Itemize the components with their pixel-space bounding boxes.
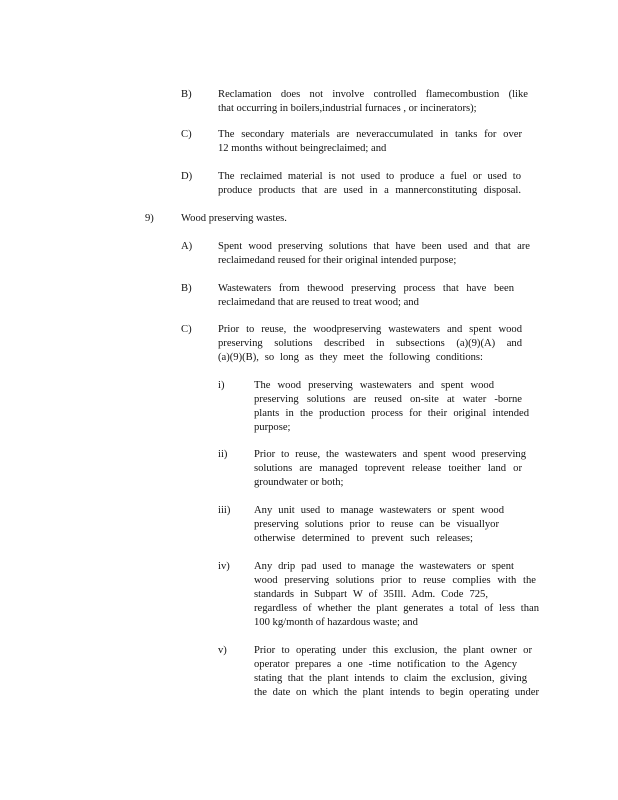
text-line: reclaimedand that are reused to treat wood; and <box>218 297 419 308</box>
text-line: The wood preserving wastewaters and spent wood <box>254 380 494 391</box>
item-marker: iii) <box>218 505 231 516</box>
item-text <box>254 379 529 435</box>
text-line: (a)(9)(B), so long as they meet the following conditions: <box>218 352 483 363</box>
text-line: The reclaimed material is not used to produce a fuel or used to <box>218 171 521 182</box>
text-line: Any unit used to manage wastewaters or spent wood <box>254 505 504 516</box>
text-line: operator prepares a one -time notification to the Agency <box>254 659 517 670</box>
text-line: the date on which the plant intends to begin operating under <box>254 687 539 698</box>
text-line: Prior to reuse, the wastewaters and spent wood preserving <box>254 449 526 460</box>
text-line: stating that the plant intends to claim the exclusion, giving <box>254 673 527 684</box>
text-line: Wood preserving wastes. <box>181 213 287 224</box>
item-marker: iv) <box>218 561 230 572</box>
item-marker: B) <box>181 283 192 294</box>
text-line: Spent wood preserving solutions that have been used and that are <box>218 241 530 252</box>
item-marker: A) <box>181 241 193 252</box>
text-line: Reclamation does not involve controlled flamecombustion (like <box>218 89 528 100</box>
text-line: standards in Subpart W of 35Ill. Adm. Code 725, <box>254 589 488 600</box>
item-marker: i) <box>218 380 225 391</box>
text-line: Wastewaters from thewood preserving process that have been <box>218 283 514 294</box>
item-marker: D) <box>181 171 193 182</box>
item-text <box>218 128 522 156</box>
text-line: 100 kg/month of hazardous waste; and <box>254 617 418 628</box>
text-line: Any drip pad used to manage the wastewaters or spent <box>254 561 514 572</box>
text-line: otherwise determined to prevent such releases; <box>254 533 473 544</box>
text-line: preserving solutions prior to reuse can be visuallyor <box>254 519 499 530</box>
text-line: Prior to operating under this exclusion, the plant owner or <box>254 645 532 656</box>
item-text <box>218 282 514 310</box>
text-line: Prior to reuse, the woodpreserving wastewaters and spent wood <box>218 324 522 335</box>
item-text <box>218 323 522 365</box>
item-text <box>218 88 528 116</box>
item-marker: v) <box>218 645 227 656</box>
text-line: solutions are managed toprevent release toeither land or <box>254 463 522 474</box>
item-marker: C) <box>181 129 192 140</box>
text-line: preserving solutions are reused on-site at water -borne <box>254 394 522 405</box>
item-text <box>254 644 539 700</box>
text-line: reclaimedand reused for their original intended purpose; <box>218 255 457 266</box>
text-line: preserving solutions described in subsections (a)(9)(A) and <box>218 338 522 349</box>
item-marker: 9) <box>145 213 154 224</box>
item-text <box>254 504 504 546</box>
item-marker: B) <box>181 89 192 100</box>
text-line: that occurring in boilers,industrial furnaces , or incinerators); <box>218 103 477 114</box>
item-text <box>181 212 301 226</box>
text-line: regardless of whether the plant generates a total of less than <box>254 603 539 614</box>
text-line: plants in the production process for their original intended <box>254 408 529 419</box>
text-line: The secondary materials are neveraccumulated in tanks for over <box>218 129 522 140</box>
text-line: purpose; <box>254 422 291 433</box>
item-text <box>254 560 539 630</box>
item-text <box>254 448 526 490</box>
item-text <box>218 240 530 268</box>
text-line: 12 months without beingreclaimed; and <box>218 143 387 154</box>
item-marker: C) <box>181 324 192 335</box>
text-line: produce products that are used in a mannerconstituting disposal. <box>218 185 521 196</box>
text-line: groundwater or both; <box>254 477 344 488</box>
text-line: wood preserving solutions prior to reuse complies with the <box>254 575 536 586</box>
item-text <box>218 170 521 198</box>
item-marker: ii) <box>218 449 228 460</box>
